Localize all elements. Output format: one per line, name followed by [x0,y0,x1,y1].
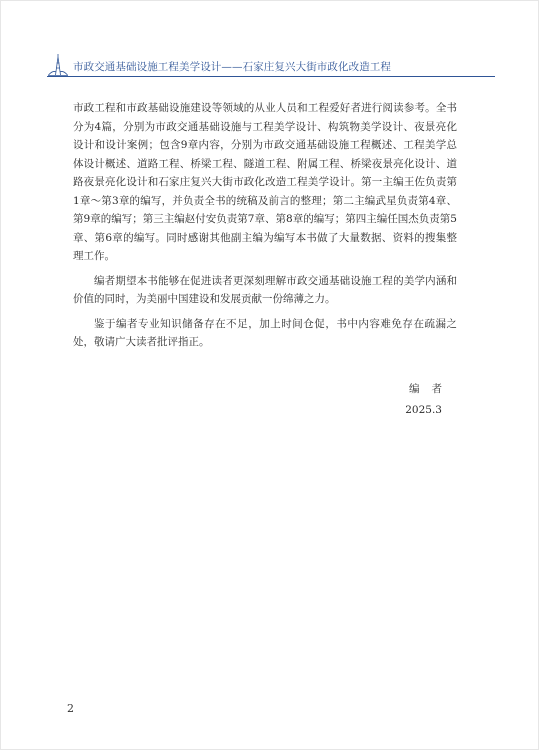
signature-author: 编者 [409,383,454,395]
signature-block [405,380,454,419]
tower-logo-icon [47,53,69,77]
running-header-title: 市政交通基础设施工程美学设计——石家庄复兴大街市政化改造工程 [73,61,391,73]
paragraph: 市政工程和市政基础设施建设等领域的从业人员和工程爱好者进行阅读参考。全书分为4篇，分别为市政交通基础设施与工程美学设计、构筑物美学设计、夜景亮化设计和设计案例；包含9章内容，分别为市政交通基础设施工程概述、工程美学总体设计概述、道路工程、桥梁工程、隧道工程、附属工程、桥梁夜景亮化设计、道路夜景亮化设计和石家庄复兴大街市政化改造工程美学设计。第一主编王佐负责第1章～第3章的编写，并负责全书的统稿及前言的整理；第二主编武星负责第4章、第9章的编写；第三主编赵付安负责第7章、第8章的编写；第四主编任国杰负责第5章、第6章的编写。同时感谢其他副主编为编写本书做了大量数据、资料的搜集整理工作。 [73,102,457,262]
page-number: 2 [67,702,74,715]
paragraph: 鉴于编者专业知识储备存在不足，加上时间仓促，书中内容难免存在疏漏之处，敬请广大读者批评指正。 [73,317,457,348]
signature-date: 2025.3 [405,404,442,416]
paragraph: 编者期望本书能够在促进读者更深刻理解市政交通基础设施工程的美学内涵和价值的同时，为美丽中国建设和发展贡献一份绵薄之力。 [73,274,457,305]
body-text [73,99,457,358]
running-header [47,53,495,77]
header-divider [47,76,495,77]
